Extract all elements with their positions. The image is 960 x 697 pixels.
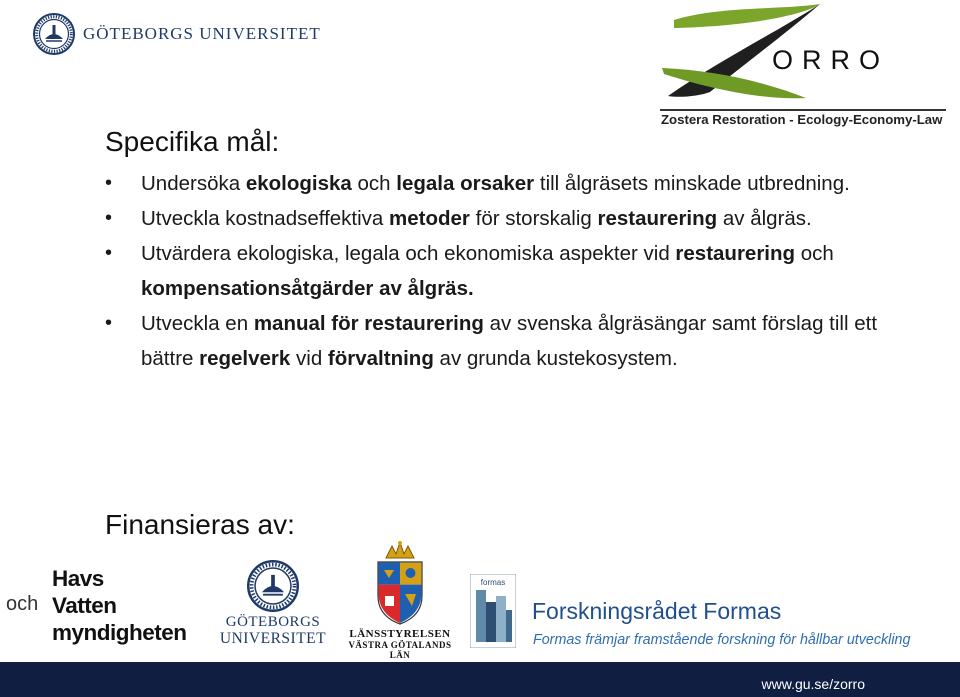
goals-list — [105, 166, 895, 376]
goals-heading: Specifika mål: — [105, 126, 280, 157]
goal-emphasis: legala orsaker — [396, 172, 535, 195]
goal-text: Utvärdera ekologiska, legala och ekonomiska aspekter vid — [141, 242, 676, 265]
formas-mark-icon — [470, 574, 516, 648]
zorro-tagline: Zostera Restoration - Ecology-Economy-Law — [661, 112, 943, 127]
gu-header-logo — [33, 12, 321, 56]
formas-tagline: Formas främjar framstående forskning för hållbar utveckling — [533, 632, 911, 648]
goal-emphasis: kompensationsåtgärder av ålgräs. — [141, 277, 474, 300]
gu-seal-icon — [247, 560, 299, 612]
lansstyrelsen-crest-icon — [372, 540, 428, 626]
havs-logo-word-1: Havs — [52, 566, 104, 591]
formas-badge-text: formas — [480, 578, 506, 587]
havs-logo-word-2: Vatten — [52, 593, 117, 618]
goal-text: och — [795, 242, 834, 265]
goal-text: Undersöka — [141, 172, 246, 195]
goal-text: till ålgräsets minskade utbredning. — [534, 172, 850, 195]
goal-item — [105, 201, 895, 236]
gu-funder-line-1: GÖTEBORGS — [225, 614, 321, 630]
zorro-logo — [660, 0, 950, 130]
goal-text: för storskalig — [469, 207, 598, 230]
goal-emphasis: metoder — [389, 207, 470, 230]
goal-text: vid — [290, 347, 328, 370]
goal-emphasis: ekologiska — [245, 172, 352, 195]
lansstyrelsen-logo — [338, 540, 462, 660]
zorro-divider — [660, 109, 946, 111]
gu-funder-logo — [214, 560, 332, 656]
goal-text: Utveckla en — [141, 312, 254, 335]
gu-seal-icon — [33, 13, 75, 55]
goal-text: Utveckla kostnadseffektiva — [141, 207, 390, 230]
havs-logo-och: och — [6, 593, 39, 615]
goal-emphasis: restaurering — [597, 207, 718, 230]
lansstyrelsen-line-2: VÄSTRA GÖTALANDS LÄN — [348, 640, 452, 660]
havs-och-vattenmyndigheten-logo — [6, 566, 206, 650]
goal-text: av svenska ålgräsängar samt förslag till ett bättre — [141, 312, 878, 370]
goal-text: av ålgräs. — [717, 207, 812, 230]
zorro-wordmark: ORRO — [772, 45, 889, 75]
goal-emphasis: regelverk — [199, 347, 291, 370]
havs-logo-word-3: myndigheten — [52, 620, 187, 645]
lansstyrelsen-line-1: LÄNSSTYRELSEN — [349, 628, 451, 640]
formas-name: Forskningsrådet Formas — [532, 598, 782, 624]
goal-item — [105, 306, 895, 376]
goal-text: och — [351, 172, 397, 195]
gu-funder-line-2: UNIVERSITET — [219, 630, 327, 647]
goal-item — [105, 236, 895, 306]
goal-emphasis: förvaltning — [327, 347, 434, 370]
footer-url[interactable]: www.gu.se/zorro — [761, 676, 865, 692]
goal-item — [105, 166, 895, 201]
goal-text: av grunda kustekosystem. — [433, 347, 678, 370]
university-name: GÖTEBORGS UNIVERSITET — [83, 24, 321, 43]
goal-emphasis: restaurering — [675, 242, 796, 265]
formas-logo — [470, 572, 950, 652]
goal-emphasis: manual för restaurering — [253, 312, 484, 335]
funding-heading: Finansieras av: — [105, 509, 295, 540]
